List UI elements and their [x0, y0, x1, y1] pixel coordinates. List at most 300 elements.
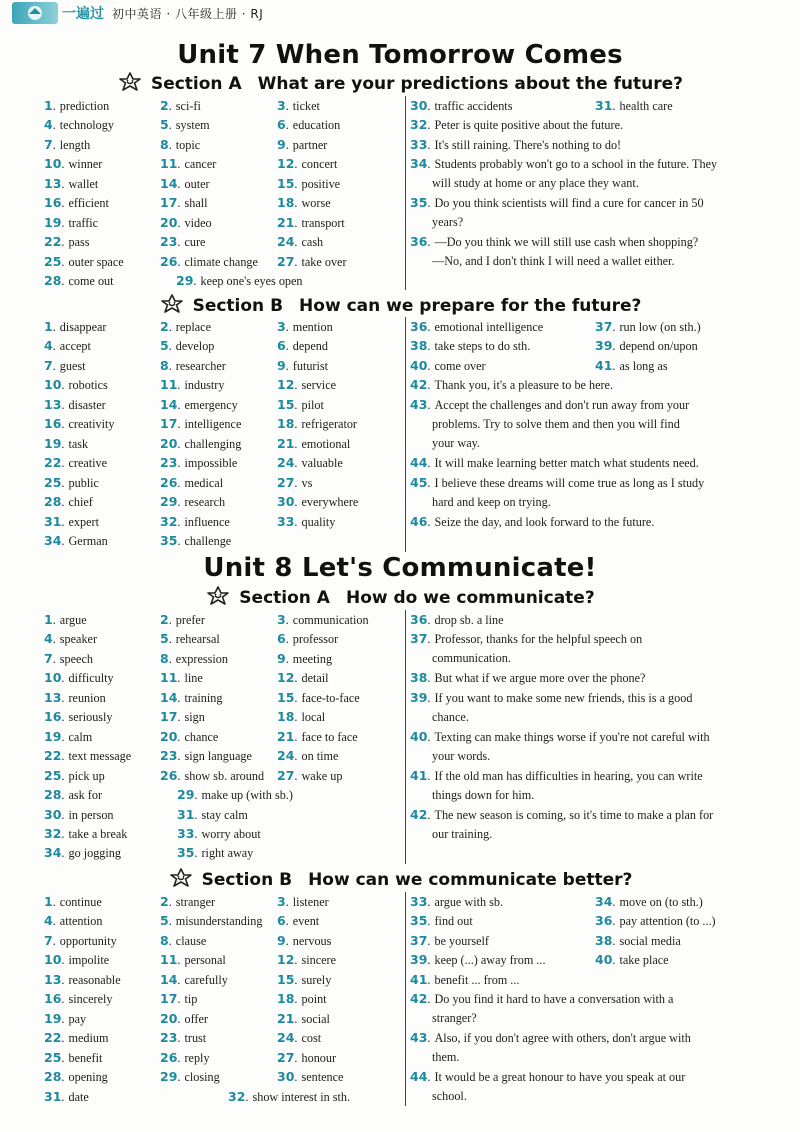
item-text: It would be a great honour to have you speak at our [434, 1070, 686, 1085]
item-text: personal [184, 953, 226, 968]
vocab-item: 28. ask for [44, 787, 103, 803]
item-number: 44 [410, 1069, 428, 1085]
item-text: prefer [175, 613, 205, 627]
item-text: topic [175, 137, 201, 152]
vocab-item: 3. mention [277, 319, 333, 334]
item-number: 20 [160, 214, 178, 230]
item-number: 23 [160, 1030, 178, 1046]
vocab-item: 25. benefit [44, 1049, 103, 1065]
vocab-item: 31. stay calm [177, 806, 248, 822]
item-number: 33 [177, 825, 195, 841]
vocab-item: 14. emergency [160, 396, 238, 412]
vocab-item: 12. detail [277, 670, 329, 686]
item-number: 35 [410, 913, 428, 929]
item-number: 40 [595, 952, 613, 968]
item-number: 6 [277, 631, 286, 647]
item-number: 3 [277, 612, 286, 627]
vocab-item: 25. pick up [44, 767, 105, 783]
sentence-item: 40. Texting can make things worse if you're not careful with your words. [410, 728, 766, 766]
item-number: 14 [160, 396, 178, 412]
item-number: 20 [160, 1010, 178, 1026]
item-number: 34 [595, 894, 613, 909]
vocab-item: 30. everywhere [277, 494, 359, 510]
item-text: offer [184, 1011, 208, 1026]
vocab-item: 22. pass [44, 234, 90, 250]
item-text: sincerely [68, 992, 113, 1007]
vocab-item: 23. trust [160, 1030, 207, 1046]
vocab-item: 38. take steps to do sth. [410, 338, 531, 354]
item-number: 16 [44, 709, 62, 725]
vocab-item: 40. take place [595, 952, 669, 968]
item-number: 10 [44, 952, 62, 968]
vocab-item: 27. take over [277, 253, 347, 269]
vocab-item: 39. depend on/upon [595, 338, 698, 354]
vocab-item: 26. climate change [160, 253, 258, 269]
item-number: 32 [410, 117, 428, 133]
vocab-item: 1. disappear [44, 319, 107, 334]
item-number: 10 [44, 670, 62, 686]
item-text: disappear [59, 320, 107, 334]
item-number: 30 [277, 1069, 295, 1085]
vocab-item: 16. efficient [44, 195, 109, 211]
vocab-item: 32. influence [160, 513, 230, 529]
item-number: 24 [277, 234, 295, 250]
item-text: impossible [184, 456, 238, 471]
vocab-item: 8. topic [160, 136, 201, 152]
item-number: 31 [44, 513, 62, 529]
item-text: social [301, 1011, 330, 1026]
vocab-item: 41. benefit ... from ... [410, 971, 520, 987]
sentence-item: 44. It would be a great honour to have you speak at our school. [410, 1068, 766, 1106]
item-number: 36 [410, 234, 428, 250]
item-text: German [68, 533, 108, 548]
vocab-item: 17. intelligence [160, 416, 242, 432]
item-text: pick up [68, 768, 105, 783]
vocab-item: 15. surely [277, 971, 332, 987]
item-text: outer [184, 176, 210, 191]
vocab-item: 13. disaster [44, 396, 106, 412]
item-number: 26 [160, 253, 178, 269]
item-number: 4 [44, 631, 53, 647]
vocab-item: 13. wallet [44, 175, 99, 191]
item-text: Professor, thanks for the helpful speech on [434, 632, 643, 647]
vocab-item: 35. challenge [160, 532, 232, 548]
item-text: keep one's eyes open [200, 274, 303, 289]
column-divider [405, 317, 406, 552]
vocab-item: 8. expression [160, 650, 228, 666]
vocab-item: 20. challenging [160, 435, 242, 451]
item-text: opening [68, 1070, 108, 1085]
item-text: creativity [68, 417, 115, 432]
item-text: text message [68, 749, 132, 764]
item-text: partner [292, 137, 328, 152]
item-number: 20 [160, 728, 178, 744]
vocab-item: 20. chance [160, 728, 219, 744]
item-number: 15 [277, 396, 295, 412]
item-text: cost [301, 1031, 322, 1046]
item-number: 41 [410, 767, 428, 783]
item-text: video [184, 215, 212, 230]
item-number: 41 [595, 357, 613, 373]
item-text: expert [68, 514, 99, 529]
item-number: 39 [595, 338, 613, 354]
item-number: 43 [410, 396, 428, 412]
item-number: 13 [44, 175, 62, 191]
item-number: 38 [410, 338, 428, 354]
column-divider [405, 96, 406, 290]
item-text: years? [432, 215, 464, 230]
item-text: trust [184, 1031, 207, 1046]
item-text: pass [68, 235, 90, 250]
item-number: 28 [44, 1069, 62, 1085]
vocab-item: 21. face to face [277, 728, 358, 744]
item-text: line [184, 671, 203, 686]
item-text: mention [292, 320, 333, 334]
item-text: your way. [432, 435, 480, 450]
vocab-item: 2. sci-fi [160, 98, 201, 113]
item-number: 5 [160, 913, 169, 929]
vocab-item: 5. system [160, 117, 210, 133]
item-text: argue with sb. [434, 895, 503, 909]
item-text: pay attention (to ...) [619, 914, 716, 929]
item-number: 12 [277, 952, 295, 968]
item-number: 8 [160, 932, 169, 948]
item-text: event [292, 914, 320, 929]
item-number: 41 [410, 971, 428, 987]
item-text: face-to-face [301, 690, 360, 705]
item-number: 10 [44, 377, 62, 393]
item-number: 4 [44, 338, 53, 354]
vocab-item: 31. expert [44, 513, 99, 529]
vocab-item: 6. depend [277, 338, 328, 354]
item-number: 36 [410, 319, 428, 334]
item-text: continue [59, 895, 102, 909]
vocab-item: 1. argue [44, 612, 87, 627]
item-text: technology [59, 118, 114, 133]
vocab-item: 17. shall [160, 195, 208, 211]
item-number: 23 [160, 455, 178, 471]
item-number: 18 [277, 416, 295, 432]
section-name: Section B [201, 870, 293, 890]
vocab-item: 5. develop [160, 338, 215, 354]
vocab-item: 18. refrigerator [277, 416, 357, 432]
item-number: 7 [44, 932, 53, 948]
item-text: refrigerator [301, 417, 357, 432]
vocab-item: 6. education [277, 117, 341, 133]
star-face-icon [117, 72, 143, 92]
item-text: impolite [68, 953, 110, 968]
vocab-item: 4. attention [44, 913, 103, 929]
item-text: Thank you, it's a pleasure to be here. [434, 378, 614, 393]
item-text: wake up [301, 768, 343, 783]
section-question: How can we prepare for the future? [299, 296, 642, 316]
item-number: 17 [160, 195, 178, 211]
item-number: 14 [160, 175, 178, 191]
item-text: come over [434, 358, 486, 373]
item-text: industry [184, 378, 225, 393]
item-text: take place [619, 953, 669, 968]
sentence-item: 42. Do you find it hard to have a conversation with a stranger? [410, 990, 766, 1028]
vocab-item: 9. partner [277, 136, 328, 152]
vocab-item: 21. emotional [277, 435, 351, 451]
item-text: things down for him. [432, 787, 535, 802]
vocab-item: 24. cost [277, 1030, 322, 1046]
item-text: efficient [68, 196, 109, 211]
vocab-item: 39. keep (...) away from ... [410, 952, 546, 968]
item-text: run low (on sth.) [619, 320, 701, 334]
book-logo-icon [12, 2, 58, 24]
item-number: 2 [160, 894, 169, 909]
item-number: 39 [410, 689, 428, 705]
item-text: I believe these dreams will come true as long as I study [434, 475, 705, 490]
item-number: 19 [44, 435, 62, 451]
vocab-item: 2. stranger [160, 894, 216, 909]
item-number: 29 [160, 1069, 178, 1085]
item-number: 6 [277, 117, 286, 133]
item-number: 22 [44, 1030, 62, 1046]
item-text: vs [301, 475, 313, 490]
item-number: 1 [44, 319, 53, 334]
vocab-item: 35. right away [177, 845, 254, 861]
vocab-item: 9. nervous [277, 932, 332, 948]
item-number: 12 [277, 377, 295, 393]
vocab-item: 30. traffic accidents [410, 98, 513, 113]
item-number: 9 [277, 932, 286, 948]
vocab-item: 31. health care [595, 98, 673, 113]
item-text: challenge [184, 533, 232, 548]
item-text: worse [301, 196, 331, 211]
item-text: will study at home or any place they want. [432, 176, 639, 191]
item-number: 21 [277, 1010, 295, 1026]
item-number: 29 [160, 494, 178, 510]
item-number: 1 [44, 894, 53, 909]
item-number: 37 [410, 631, 428, 647]
vocab-item: 6. professor [277, 631, 339, 647]
item-text: keep (...) away from ... [434, 953, 546, 968]
vocab-item: 11. line [160, 670, 203, 686]
item-text: take over [301, 254, 347, 269]
vocab-item: 14. carefully [160, 971, 228, 987]
item-number: 7 [44, 357, 53, 373]
item-number: 29 [177, 787, 195, 803]
item-number: 33 [277, 513, 295, 529]
sentence-item: 42. Thank you, it's a pleasure to be here. [410, 377, 614, 393]
item-number: 1 [44, 98, 53, 113]
item-text: cash [301, 235, 324, 250]
item-text: chance. [432, 709, 469, 724]
vocab-item: 28. chief [44, 494, 93, 510]
item-text: guest [59, 358, 86, 373]
item-text: social media [619, 933, 681, 948]
item-number: 27 [277, 474, 295, 490]
item-number: 19 [44, 728, 62, 744]
vocab-item: 15. pilot [277, 396, 324, 412]
vocab-item: 8. researcher [160, 357, 226, 373]
item-text: take a break [68, 826, 128, 841]
item-number: 19 [44, 214, 62, 230]
item-text: depend on/upon [619, 339, 698, 354]
item-text: reasonable [68, 972, 121, 987]
item-number: 36 [595, 913, 613, 929]
vocab-item: 20. video [160, 214, 212, 230]
item-text: communication. [432, 651, 511, 666]
item-number: 24 [277, 1030, 295, 1046]
item-number: 2 [160, 319, 169, 334]
vocab-item: 1. prediction [44, 98, 110, 113]
vocab-item: 33. worry about [177, 825, 261, 841]
item-text: on time [301, 749, 339, 764]
page-header [0, 0, 800, 24]
vocab-item: 32. take a break [44, 825, 128, 841]
item-text: traffic accidents [434, 99, 513, 113]
column-divider [405, 892, 406, 1106]
vocab-item: 34. German [44, 532, 108, 548]
item-number: 7 [44, 650, 53, 666]
vocab-item: 15. face-to-face [277, 689, 360, 705]
item-text: wallet [68, 176, 99, 191]
item-text: seriously [68, 710, 113, 725]
item-text: speech [59, 651, 93, 666]
item-number: 25 [44, 253, 62, 269]
item-text: cancer [184, 157, 217, 172]
item-number: 25 [44, 767, 62, 783]
item-number: 23 [160, 234, 178, 250]
vocab-item: 19. traffic [44, 214, 99, 230]
item-number: 26 [160, 767, 178, 783]
vocab-item: 31. date [44, 1088, 89, 1104]
item-number: 27 [277, 253, 295, 269]
item-text: be yourself [434, 933, 489, 948]
vocab-item: 29. research [160, 494, 226, 510]
sentence-item: 46. Seize the day, and look forward to the future. [410, 513, 655, 529]
item-number: 9 [277, 650, 286, 666]
item-text: in person [68, 807, 114, 822]
vocab-item: 23. sign language [160, 748, 252, 764]
vocab-item: 40. come over [410, 357, 486, 373]
star-face-icon [205, 586, 231, 606]
item-number: 28 [44, 494, 62, 510]
vocab-item: 10. impolite [44, 952, 110, 968]
sentence-item: 38. But what if we argue more over the phone? [410, 670, 646, 686]
vocab-item: 24. cash [277, 234, 324, 250]
item-number: 24 [277, 455, 295, 471]
item-number: 31 [595, 98, 613, 113]
item-number: 30 [410, 98, 428, 113]
vocab-item: 27. honour [277, 1049, 337, 1065]
item-number: 22 [44, 234, 62, 250]
item-number: 34 [410, 156, 428, 172]
vocab-item: 23. impossible [160, 455, 238, 471]
vocab-item: 11. industry [160, 377, 225, 393]
vocab-item: 4. technology [44, 117, 114, 133]
item-number: 20 [160, 435, 178, 451]
vocab-item: 12. sincere [277, 952, 337, 968]
item-number: 15 [277, 175, 295, 191]
item-number: 42 [410, 991, 428, 1007]
star-face-icon [159, 294, 185, 314]
item-text: expression [175, 651, 228, 666]
item-text: Texting can make things worse if you're not careful with [434, 729, 710, 744]
item-text: clause [175, 933, 207, 948]
item-number: 35 [410, 195, 428, 211]
item-text: emotional intelligence [434, 320, 544, 334]
item-number: 28 [44, 787, 62, 803]
item-number: 32 [44, 825, 62, 841]
item-number: 5 [160, 631, 169, 647]
item-text: accept [59, 339, 91, 354]
vocab-item: 7. length [44, 136, 91, 152]
item-number: 28 [44, 273, 62, 289]
item-text: everywhere [301, 495, 359, 510]
item-text: pay [68, 1011, 87, 1026]
vocab-item: 25. outer space [44, 253, 124, 269]
item-text: rehearsal [175, 632, 220, 647]
vocab-item: 22. text message [44, 748, 132, 764]
item-text: point [301, 992, 327, 1007]
item-text: emergency [184, 397, 238, 412]
item-number: 11 [160, 670, 178, 686]
item-number: 13 [44, 971, 62, 987]
item-number: 26 [160, 1049, 178, 1065]
vocab-item: 3. listener [277, 894, 329, 909]
item-number: 23 [160, 748, 178, 764]
unit-title: Unit 7 When Tomorrow Comes [177, 40, 623, 70]
item-number: 40 [410, 357, 428, 373]
item-text: date [68, 1089, 89, 1104]
item-text: Students probably won't go to a school in the future. They [434, 157, 718, 172]
item-text: It will make learning better match what students need. [434, 456, 699, 471]
item-text: task [68, 436, 89, 451]
item-number: 8 [160, 136, 169, 152]
vocab-item: 18. worse [277, 195, 331, 211]
item-text: professor [292, 632, 339, 647]
item-number: 16 [44, 416, 62, 432]
item-number: 46 [410, 513, 428, 529]
item-text: right away [201, 846, 254, 861]
item-text: your words. [432, 748, 491, 763]
vocab-item: 30. in person [44, 806, 114, 822]
item-number: 14 [160, 971, 178, 987]
vocab-item: 24. valuable [277, 455, 343, 471]
item-text: traffic [68, 215, 99, 230]
vocab-item: 10. difficulty [44, 670, 114, 686]
vocab-item: 18. local [277, 709, 326, 725]
item-number: 35 [177, 845, 195, 861]
item-text: pilot [301, 397, 324, 412]
item-text: difficulty [68, 671, 114, 686]
section-question: How can we communicate better? [308, 870, 633, 890]
vocab-item: 4. speaker [44, 631, 98, 647]
item-text: sincere [301, 953, 337, 968]
vocab-item: 28. opening [44, 1069, 108, 1085]
item-text: transport [301, 215, 345, 230]
sentence-item: 41. If the old man has difficulties in hearing, you can write things down for him. [410, 767, 766, 805]
vocab-item: 27. vs [277, 474, 313, 490]
item-text: positive [301, 176, 341, 191]
item-number: 13 [44, 396, 62, 412]
vocab-item: 3. communication [277, 612, 369, 627]
item-text: climate change [184, 254, 258, 269]
vocab-item: 7. guest [44, 357, 86, 373]
vocab-item: 38. social media [595, 932, 681, 948]
item-number: 42 [410, 377, 428, 393]
item-number: 8 [160, 357, 169, 373]
vocab-item: 14. outer [160, 175, 210, 191]
item-text: opportunity [59, 933, 117, 948]
item-text: Also, if you don't agree with others, don't argue with [434, 1031, 691, 1046]
item-number: 25 [44, 474, 62, 490]
item-number: 44 [410, 455, 428, 471]
